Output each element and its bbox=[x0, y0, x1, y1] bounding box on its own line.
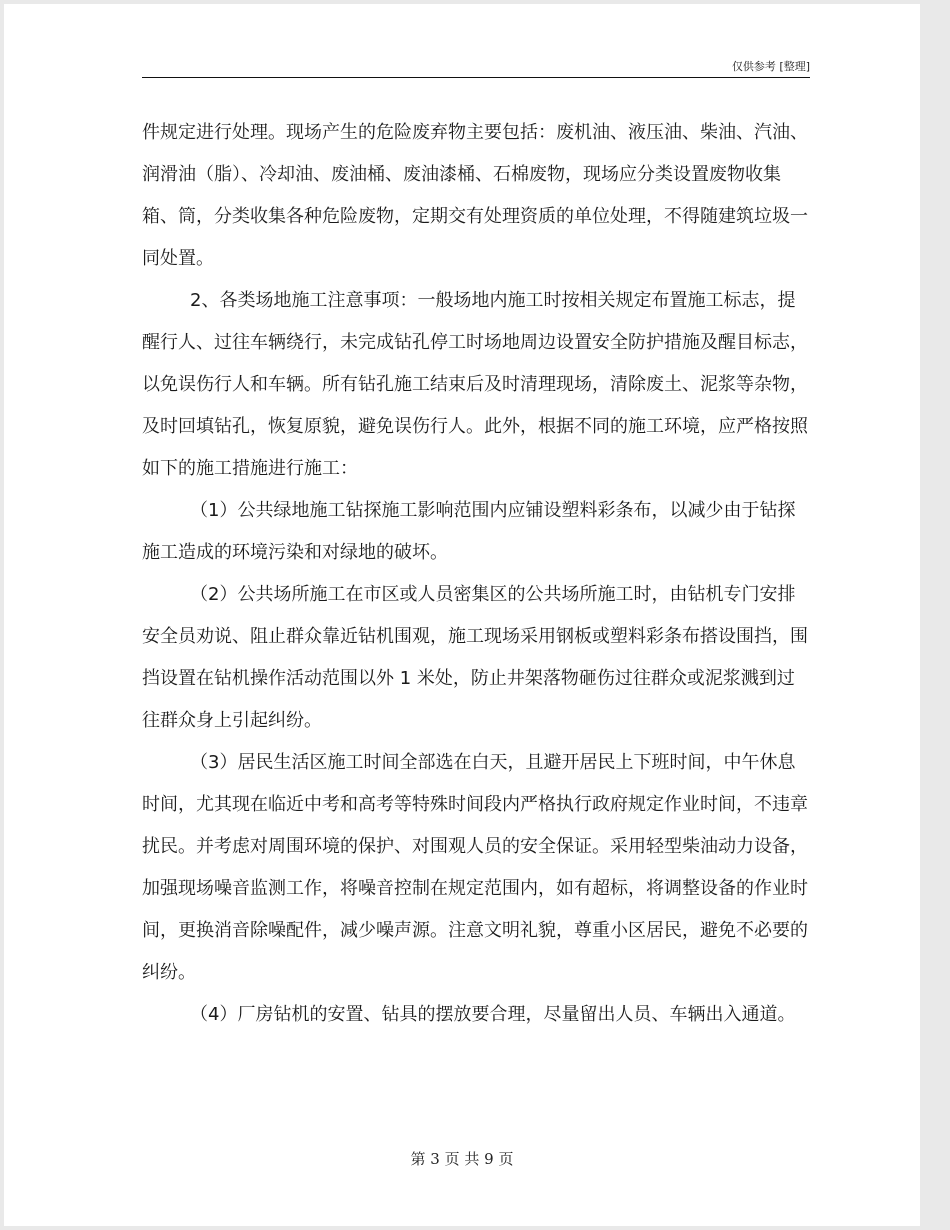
paragraph-6: （4）厂房钻机的安置、钻具的摆放要合理，尽量留出人员、车辆出入通道。 bbox=[190, 1004, 796, 1025]
header-divider bbox=[142, 77, 810, 78]
header-note: 仅供参考 [整理] bbox=[731, 60, 810, 73]
paragraph-5: （3）居民生活区施工时间全部选在白天，且避开居民上下班时间，中午休息时间，尤其现在临近中考和高考等特殊时间段内严格执行政府规定作业时间，不违章扰民。并考虑对周围环境的保护、对围观人员的安全保证。采用轻型柴油动力设备，加强现场噪音监测工作，将噪音控制在规定范围内，如有超标，将调整设备的作业时间，更换消音除噪配件，减少噪声源。注意文明礼貌，尊重小区居民，避免不必要的纠纷。 bbox=[142, 752, 808, 983]
paragraph-3: （1）公共绿地施工钻探施工影响范围内应铺设塑料彩条布，以减少由于钻探施工造成的环境污染和对绿地的破坏。 bbox=[142, 500, 796, 563]
paragraph-4: （2）公共场所施工在市区或人员密集区的公共场所施工时，由钻机专门安排安全员劝说、阻止群众靠近钻机围观，施工现场采用钢板或塑料彩条布搭设围挡，围挡设置在钻机操作活动范围以外 1 米处，防止井架落物砸伤过往群众或泥浆溅到过往群众身上引起纠纷。 bbox=[142, 584, 808, 731]
document-page bbox=[4, 4, 920, 1226]
paragraph-1: 件规定进行处理。现场产生的危险废弃物主要包括：废机油、液压油、柴油、汽油、润滑油（脂）、冷却油、废油桶、废油漆桶、石棉废物，现场应分类设置废物收集箱、筒，分类收集各种危险废物，定期交有处理资质的单位处理，不得随建筑垃圾一同处置。 bbox=[142, 122, 808, 269]
document-body bbox=[142, 112, 812, 1036]
page-number: 第 3 页 共 9 页 bbox=[410, 1150, 514, 1168]
paragraph-2: 2、各类场地施工注意事项：一般场地内施工时按相关规定布置施工标志，提醒行人、过往车辆绕行，未完成钻孔停工时场地周边设置安全防护措施及醒目标志，以免误伤行人和车辆。所有钻孔施工结束后及时清理现场，清除废土、泥浆等杂物，及时回填钻孔，恢复原貌，避免误伤行人。此外，根据不同的施工环境，应严格按照如下的施工措施进行施工： bbox=[142, 290, 808, 479]
